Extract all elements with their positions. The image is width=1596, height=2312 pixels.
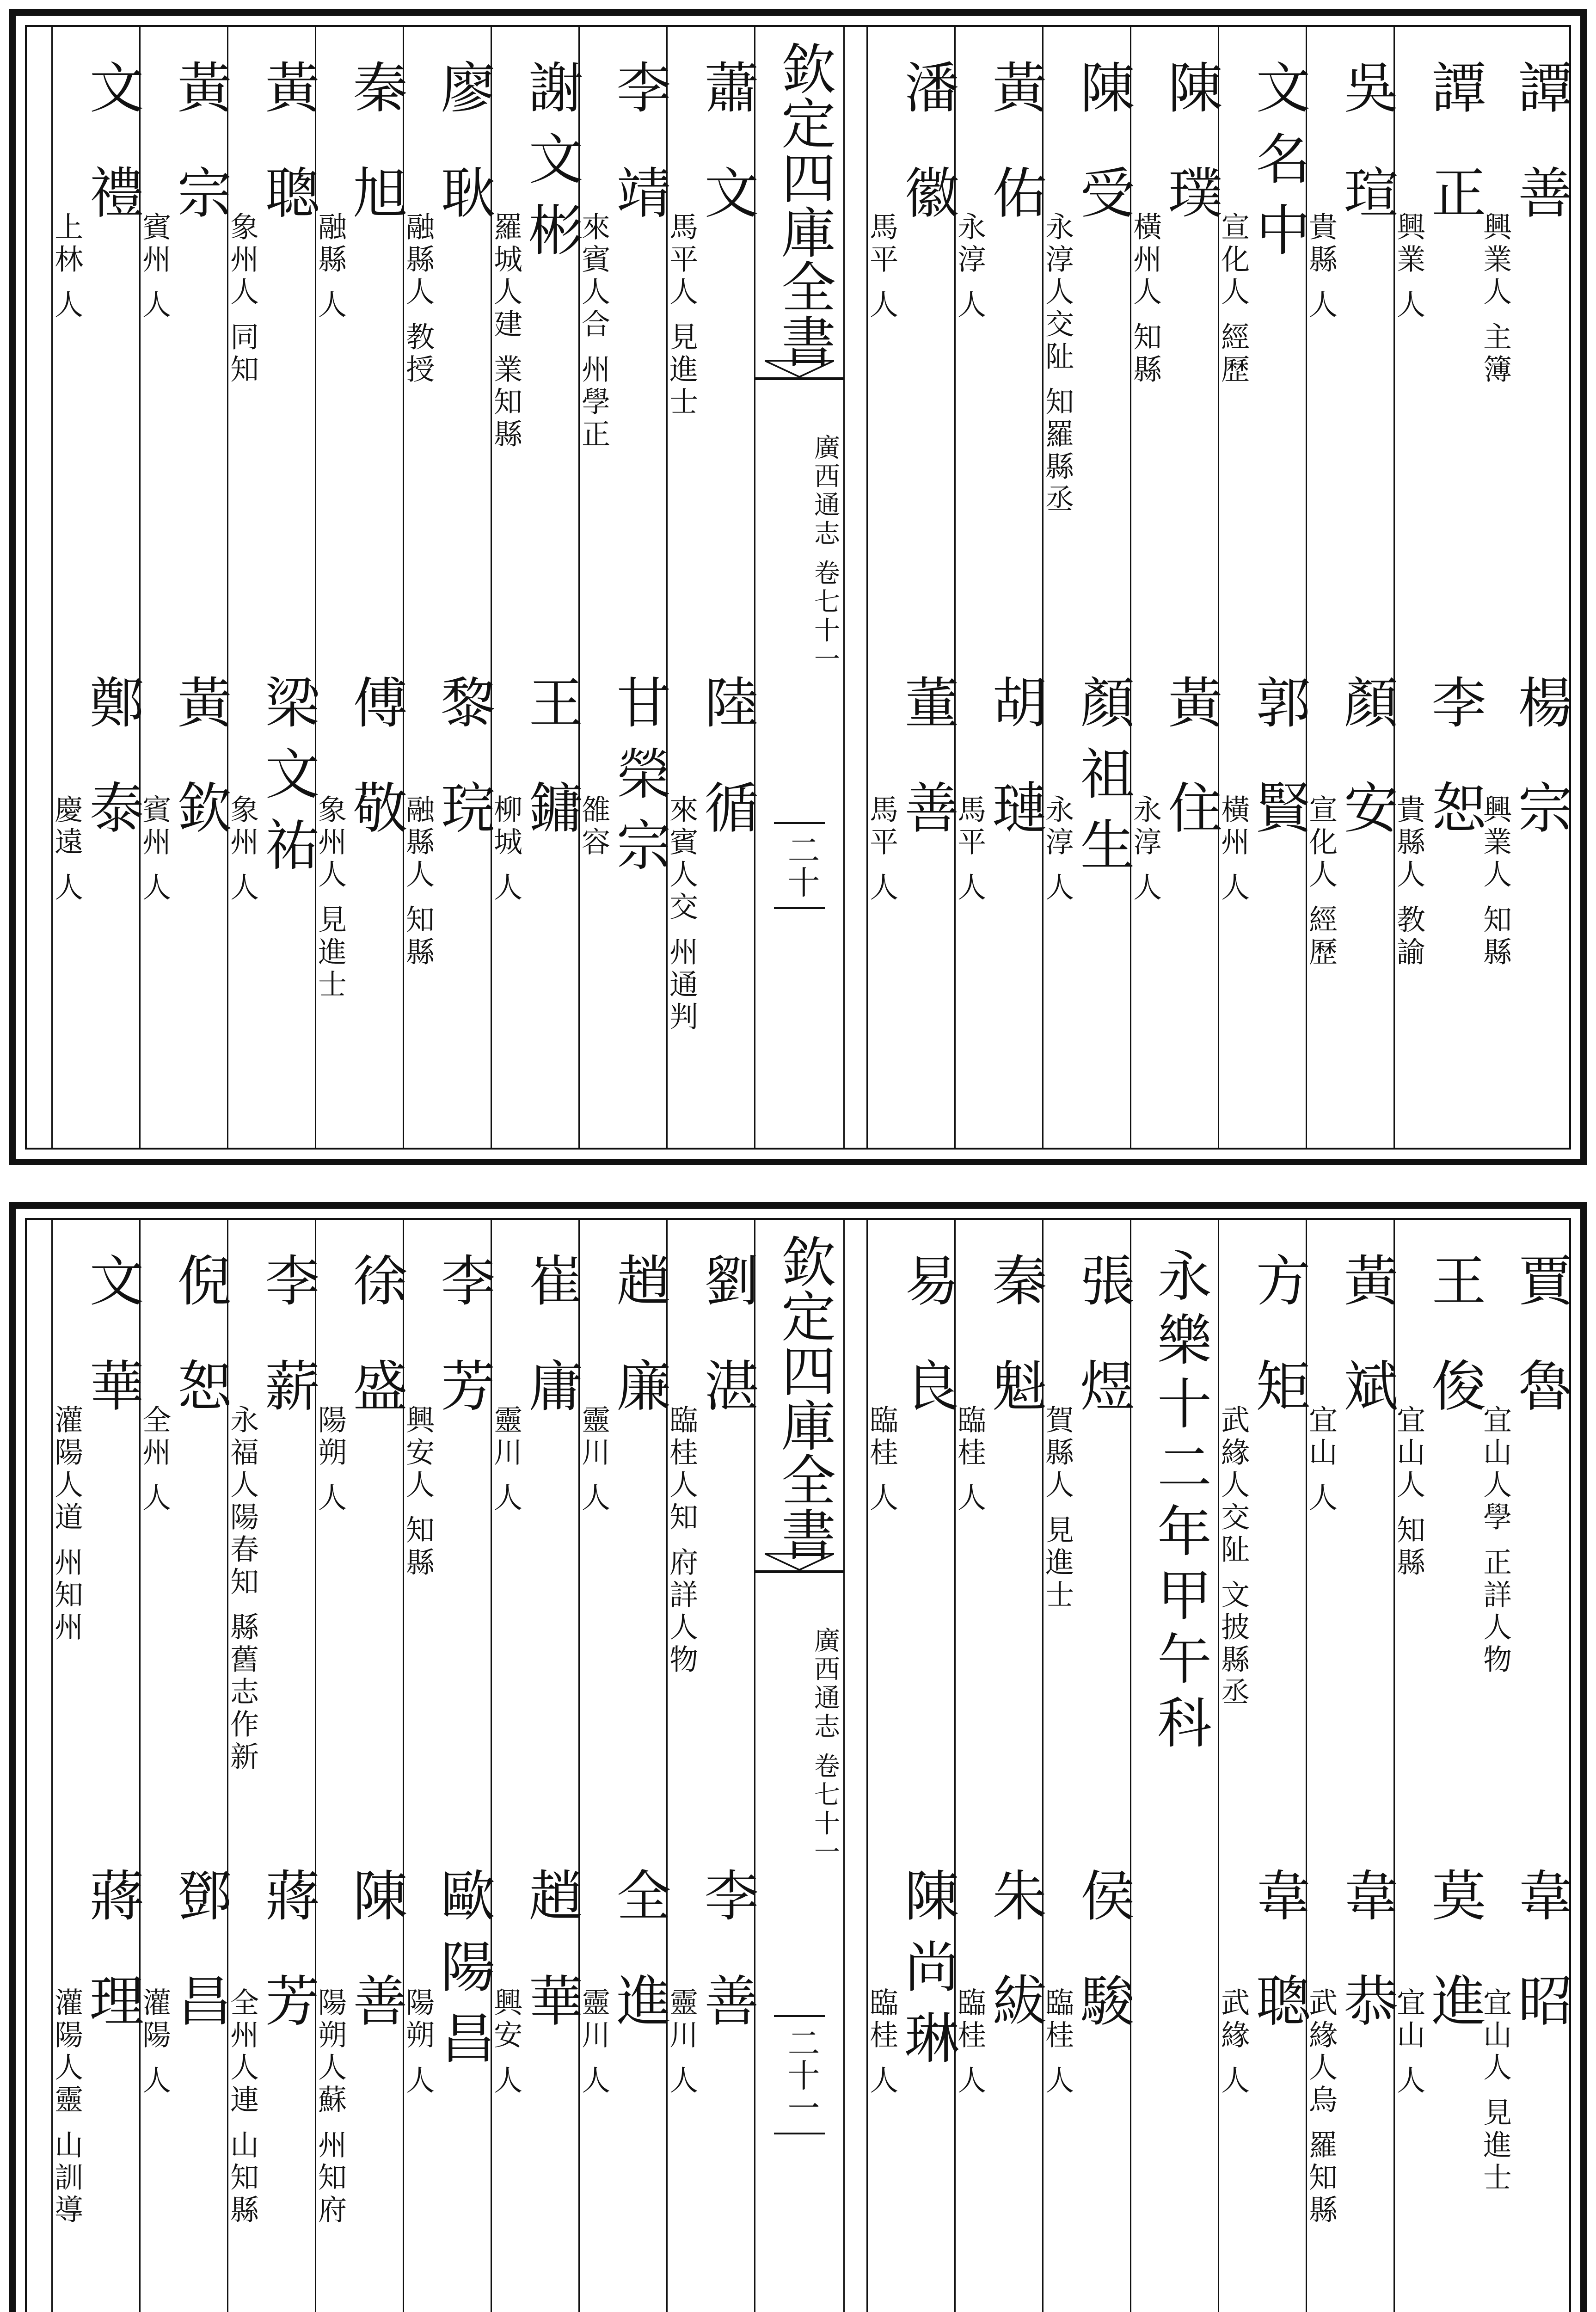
upper-column [1304,27,1399,1148]
graduate-name: 胡 璉 [983,674,1047,851]
graduate-name: 李 靖 [607,59,671,236]
lower-column [577,1220,671,2312]
graduate-entry [1128,674,1223,1137]
upper-column [664,27,759,1148]
graduate-name: 張 煜 [1071,1252,1135,1429]
graduate-name: 方 矩 [1246,1252,1311,1429]
graduate-name: 陳 受 [1071,59,1135,236]
graduate-name: 黃 斌 [1334,1252,1399,1429]
graduate-note: 宜山人學 正詳人物 [1478,1405,1512,1677]
graduate-name: 蔣 芳 [256,1867,320,2044]
graduate-entry [1040,1252,1135,1830]
graduate-note: 靈川 人 [664,1987,699,2097]
graduate-entry [313,1867,408,2312]
graduate-note: 灌陽人靈 山訓導 [49,1987,84,2227]
graduate-name: 歐陽昌 [431,1867,496,2081]
leaf-number: 二十一 [774,2015,825,2134]
graduate-entry [49,674,144,1137]
graduate-name: 陳 璞 [1159,59,1223,236]
graduate-note: 宣化人 經歷 [1304,794,1338,969]
graduate-entry [1304,674,1399,1137]
graduate-note: 永淳 人 [1040,794,1074,904]
graduate-entry [577,1252,671,1830]
graduate-entry [1216,1252,1311,1830]
graduate-note: 灌陽 人 [137,1987,172,2097]
graduate-name: 秦 魁 [983,1252,1047,1429]
graduate-note: 靈川 人 [577,1987,611,2097]
graduate-name: 文 華 [80,1252,144,1429]
graduate-name: 黎 琓 [431,674,496,851]
graduate-name: 謝文彬 [519,59,583,273]
lower-column [1392,1220,1486,2312]
graduate-entry [664,59,759,637]
graduate-entry [313,1252,408,1830]
graduate-entry [664,1252,759,1830]
graduate-note: 賓州 人 [137,794,172,904]
graduate-note: 臨桂 人 [865,1987,899,2097]
graduate-note: 宣化人 經歷 [1216,212,1250,387]
lower-column [1304,1220,1399,2312]
lower-column [137,1220,232,2312]
fold-label: 廣西通志 卷七十一 [810,434,840,674]
graduate-entry [952,1252,1047,1830]
graduate-entry [1040,59,1135,637]
graduate-entry [225,674,320,1137]
graduate-name: 王 俊 [1422,1252,1486,1429]
lower-column [225,1220,320,2312]
graduate-name: 全 進 [607,1867,671,2044]
graduate-note: 來賓人合 州學正 [577,212,611,451]
graduate-note: 臨桂人知 府詳人物 [664,1405,699,1677]
graduate-name: 韋 昭 [1509,1867,1573,2044]
graduate-entry [401,1252,496,1830]
graduate-name: 黃 宗 [168,59,232,236]
graduate-name: 韋 聰 [1246,1867,1311,2044]
lower-column [865,1220,959,2312]
graduate-name: 黃 欽 [168,674,232,851]
graduate-note: 興安 人 [489,1987,523,2097]
graduate-name: 文 禮 [80,59,144,236]
graduate-entry [489,674,583,1137]
graduate-name: 廖 耿 [431,59,496,236]
graduate-name: 鄧 昌 [168,1867,232,2044]
graduate-entry [1392,1867,1486,2312]
graduate-name: 陳 善 [344,1867,408,2044]
graduate-entry [664,1867,759,2312]
graduate-entry [489,1867,583,2312]
graduate-note: 宜山人 知縣 [1392,1405,1426,1580]
graduate-note: 融縣人 知縣 [401,794,435,969]
graduate-note: 羅城人建 業知縣 [489,212,523,451]
graduate-entry [664,674,759,1137]
upper-column [1392,27,1486,1148]
upper-column [1478,27,1573,1148]
graduate-entry [49,1252,144,1830]
leaf-number: 二十 [774,822,825,909]
graduate-entry [1304,59,1399,637]
fish-tail-mark [765,360,834,389]
graduate-note: 宜山人 見進士 [1478,1987,1512,2195]
graduate-note: 臨桂 人 [952,1987,987,2097]
book-title: 欽定四庫全書 [755,1234,843,1573]
graduate-name: 倪 恕 [168,1252,232,1429]
graduate-name: 劉 湛 [695,1252,759,1429]
graduate-name: 李 芳 [431,1252,496,1429]
upper-column [313,27,408,1148]
graduate-note: 橫州人 知縣 [1128,212,1162,387]
graduate-entry [865,1867,959,2312]
graduate-entry [1216,1867,1311,2312]
graduate-name: 韋 恭 [1334,1867,1399,2044]
upper-column [1128,27,1223,1148]
graduate-note: 永淳 人 [952,212,987,322]
graduate-entry [1040,674,1135,1137]
graduate-name: 趙 廉 [607,1252,671,1429]
graduate-entry [952,1867,1047,2312]
graduate-name: 甘榮宗 [607,674,671,888]
graduate-note: 馬平 人 [865,794,899,904]
upper-column [489,27,583,1148]
graduate-note: 灌陽人道 州知州 [49,1405,84,1644]
graduate-name: 潘 徽 [895,59,959,236]
graduate-entry [952,674,1047,1137]
graduate-entry [1128,59,1223,637]
graduate-entry [865,59,959,637]
graduate-entry [225,1252,320,1830]
graduate-entry [49,1867,144,2312]
upper-column [577,27,671,1148]
graduate-name: 蕭 文 [695,59,759,236]
fold-label: 廣西通志 卷七十一 [810,1627,840,1867]
graduate-name: 黃 住 [1159,674,1223,851]
graduate-entry [577,1867,671,2312]
upper-column [865,27,959,1148]
graduate-note: 全州人連 山知縣 [225,1987,259,2227]
graduate-name: 李 善 [695,1867,759,2044]
graduate-entry [401,674,496,1137]
graduate-name: 李 恕 [1422,674,1486,851]
upper-column [952,27,1047,1148]
graduate-entry [401,1867,496,2312]
graduate-name: 譚 善 [1509,59,1573,236]
graduate-note: 上林 人 [49,212,84,322]
graduate-name: 王 鏞 [519,674,583,851]
graduate-name: 侯 駿 [1071,1867,1135,2044]
graduate-name: 文名中 [1246,59,1311,273]
graduate-note: 永福人陽春知 縣舊志作新 [225,1405,259,1774]
exam-year-heading: 永樂十二年甲午科 [1148,1248,1212,1758]
lower-column [1130,1220,1219,2312]
graduate-note: 融縣 人 [313,212,347,322]
graduate-entry [577,674,671,1137]
graduate-name: 梁文祐 [256,674,320,888]
book-spine-column [754,27,845,1148]
graduate-entry [313,674,408,1137]
book-spine-column [754,1220,845,2312]
graduate-entry [1478,59,1573,637]
graduate-name: 譚 正 [1422,59,1486,236]
graduate-entry [1304,1867,1399,2312]
graduate-note: 象州人 見進士 [313,794,347,1002]
graduate-note: 臨桂 人 [865,1405,899,1515]
graduate-note: 武緣 人 [1216,1987,1250,2097]
lower-page [9,1202,1587,2312]
graduate-note: 宜山 人 [1392,1987,1426,2097]
graduate-entry [49,59,144,637]
graduate-name: 李 薪 [256,1252,320,1429]
graduate-note: 象州人 同知 [225,212,259,387]
graduate-name: 陳尚琳 [895,1867,959,2081]
graduate-entry [1040,1867,1135,2312]
graduate-name: 徐 盛 [344,1252,408,1429]
graduate-note: 慶遠 人 [49,794,84,904]
graduate-note: 橫州 人 [1216,794,1250,904]
graduate-name: 莫 進 [1422,1867,1486,2044]
graduate-name: 楊 宗 [1509,674,1573,851]
graduate-entry [225,59,320,637]
upper-column [1216,27,1311,1148]
graduate-note: 武緣人交阯 文披縣丞 [1216,1405,1250,1709]
graduate-note: 馬平人 見進士 [664,212,699,419]
graduate-entry [1478,674,1573,1137]
graduate-entry [401,59,496,637]
lower-column [1216,1220,1311,2312]
graduate-note: 賀縣人 見進士 [1040,1405,1074,1612]
graduate-name: 蔣 理 [80,1867,144,2044]
graduate-name: 吳 瑄 [1334,59,1399,236]
graduate-note: 武緣人烏 羅知縣 [1304,1987,1338,2227]
graduate-note: 貴縣人 教諭 [1392,794,1426,969]
graduate-entry [865,1252,959,1830]
graduate-name: 崔 庸 [519,1252,583,1429]
graduate-entry [1478,1867,1573,2312]
graduate-name: 傅 敬 [344,674,408,851]
graduate-note: 陽朔 人 [401,1987,435,2097]
graduate-note: 馬平 人 [865,212,899,322]
graduate-note: 興業人 知縣 [1478,794,1512,969]
graduate-note: 柳城 人 [489,794,523,904]
graduate-entry [952,59,1047,637]
fish-tail-mark [765,1553,834,1582]
graduate-name: 顏祖生 [1071,674,1135,888]
graduate-entry [489,59,583,637]
graduate-entry [1392,1252,1486,1830]
upper-column [49,27,144,1148]
graduate-name: 朱 紱 [983,1867,1047,2044]
graduate-note: 興安人 知縣 [401,1405,435,1580]
graduate-note: 興業 人 [1392,212,1426,322]
graduate-note: 陽朔 人 [313,1405,347,1515]
book-title: 欽定四庫全書 [755,41,843,380]
lower-column [49,1220,144,2312]
graduate-entry [1216,59,1311,637]
lower-column [401,1220,496,2312]
upper-column [1040,27,1135,1148]
lower-column [489,1220,583,2312]
graduate-entry [1304,1252,1399,1830]
graduate-note: 臨桂 人 [1040,1987,1074,2097]
lower-column [1040,1220,1135,2312]
graduate-entry [1216,674,1311,1137]
graduate-entry [137,674,232,1137]
graduate-note: 融縣人 教授 [401,212,435,387]
graduate-name: 秦 旭 [344,59,408,236]
upper-column [137,27,232,1148]
graduate-entry [489,1252,583,1830]
graduate-note: 賓州 人 [137,212,172,322]
graduate-entry [1392,59,1486,637]
graduate-entry [137,59,232,637]
upper-page-frame [25,25,1571,1150]
graduate-name: 賈 魯 [1509,1252,1573,1429]
graduate-entry [577,59,671,637]
graduate-note: 臨桂 人 [952,1405,987,1515]
graduate-entry [1392,674,1486,1137]
graduate-note: 永淳 人 [1128,794,1162,904]
graduate-note: 靈川 人 [577,1405,611,1515]
graduate-name: 顏 安 [1334,674,1399,851]
graduate-note: 來賓人交 州通判 [664,794,699,1034]
upper-column [401,27,496,1148]
upper-page [9,9,1587,1165]
graduate-entry [137,1252,232,1830]
graduate-note: 貴縣 人 [1304,212,1338,322]
graduate-note: 全州 人 [137,1405,172,1515]
lower-column [952,1220,1047,2312]
graduate-note: 永淳人交阯 知羅縣丞 [1040,212,1074,516]
graduate-name: 黃 聰 [256,59,320,236]
graduate-note: 宜山 人 [1304,1405,1338,1515]
graduate-note: 陽朔人蘇 州知府 [313,1987,347,2227]
graduate-entry [137,1867,232,2312]
graduate-name: 黃 佑 [983,59,1047,236]
graduate-name: 易 良 [895,1252,959,1429]
graduate-note: 興業人 主簿 [1478,212,1512,387]
graduate-entry [313,59,408,637]
lower-page-frame [25,1218,1571,2312]
upper-column [225,27,320,1148]
graduate-entry [225,1867,320,2312]
lower-column [313,1220,408,2312]
lower-column [664,1220,759,2312]
graduate-name: 鄭 泰 [80,674,144,851]
graduate-name: 董 善 [895,674,959,851]
graduate-entry [865,674,959,1137]
lower-column [1478,1220,1573,2312]
graduate-name: 陸 循 [695,674,759,851]
graduate-note: 馬平 人 [952,794,987,904]
graduate-note: 靈川 人 [489,1405,523,1515]
graduate-name: 郭 賢 [1246,674,1311,851]
graduate-note: 雒容 [577,794,611,859]
graduate-note: 象州 人 [225,794,259,904]
graduate-entry [1478,1252,1573,1830]
graduate-name: 趙 華 [519,1867,583,2044]
